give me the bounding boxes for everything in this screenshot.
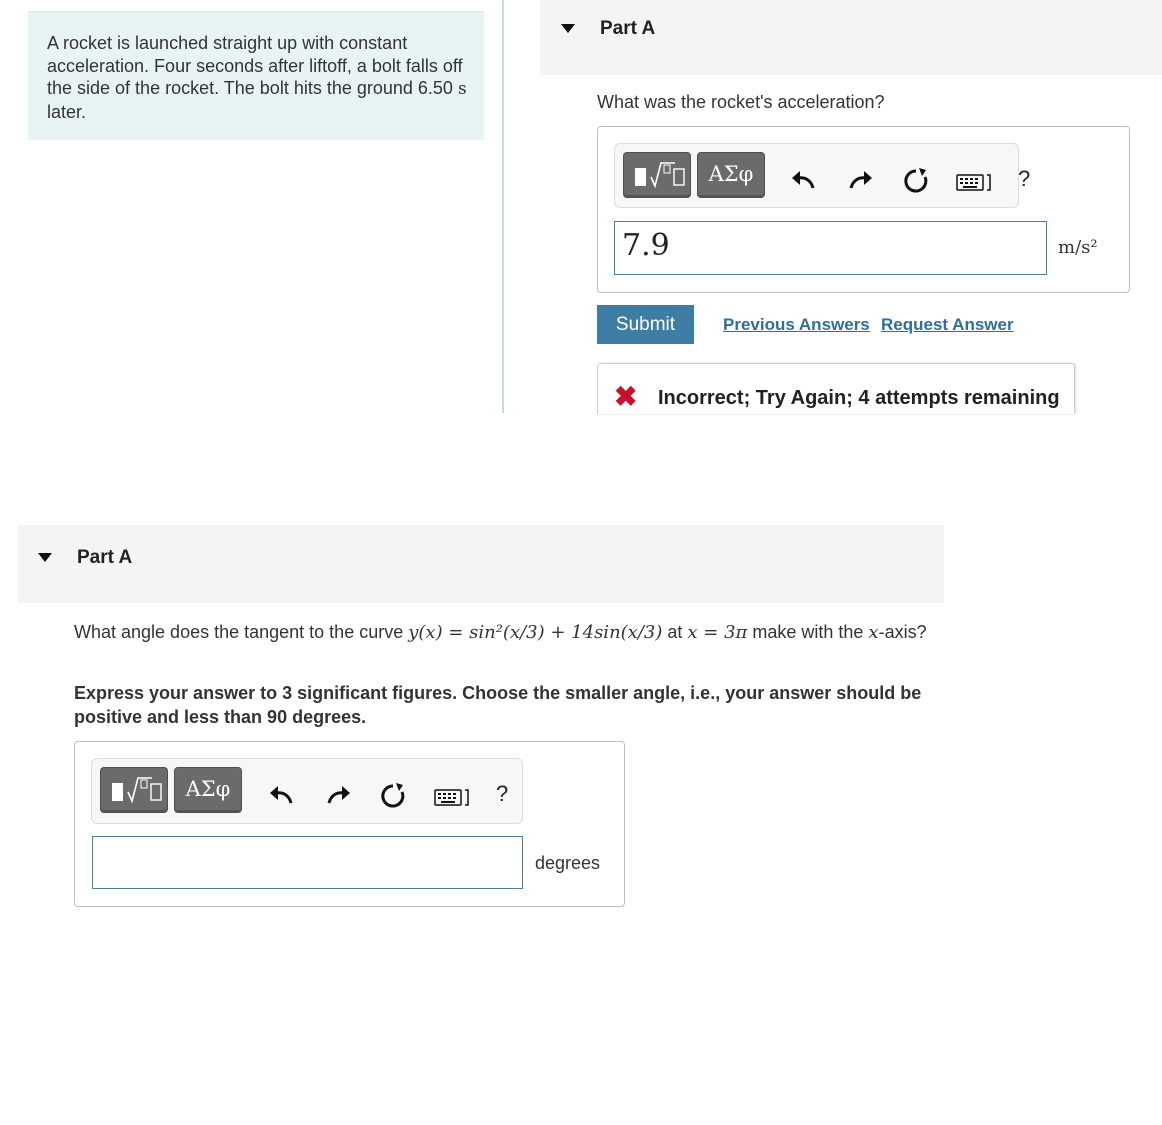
greek-symbols-button[interactable]: ΑΣφ — [697, 152, 765, 198]
answer-input-top[interactable] — [614, 221, 1047, 275]
answer-box-bottom — [74, 741, 625, 907]
x-value: x = 3π — [687, 622, 748, 643]
problem-text: A rocket is launched straight up with constant acceleration. Four seconds after liftoff, a bolt falls off the side of the rocket. The bolt hits the ground 6.50 s later. — [47, 33, 467, 122]
redo-icon[interactable] — [845, 166, 875, 196]
collapse-triangle-icon[interactable] — [561, 24, 575, 33]
part-a-header-bottom[interactable] — [18, 525, 944, 603]
answer-input-bottom[interactable] — [92, 836, 523, 889]
request-answer-link[interactable]: Request Answer — [881, 315, 1014, 334]
incorrect-icon: ✖ — [614, 381, 638, 412]
answer-box-top — [597, 126, 1130, 293]
help-button[interactable]: ? — [496, 781, 509, 806]
templates-button[interactable] — [623, 152, 691, 198]
greek-symbols-button[interactable]: ΑΣφ — [174, 767, 242, 813]
templates-button[interactable] — [100, 767, 168, 813]
question-text-bottom: What angle does the tangent to the curve y(x) = sin²(x/3) + 14sin(x/3) at x = 3π make with the x-axis? — [74, 622, 927, 643]
answer-value: 7.9 — [622, 228, 670, 263]
answer-unit: m/s² — [1058, 237, 1098, 258]
curve-equation: y(x) = sin²(x/3) + 14sin(x/3) — [408, 622, 663, 643]
submit-button[interactable]: Submit — [597, 305, 694, 344]
templates-icon — [101, 768, 167, 812]
math-toolbar — [91, 758, 523, 824]
collapse-triangle-icon[interactable] — [38, 553, 52, 562]
keyboard-icon[interactable] — [433, 783, 471, 813]
templates-icon — [624, 153, 690, 197]
part-a-header-top[interactable] — [540, 0, 1162, 75]
part-title: Part A — [77, 547, 133, 568]
reset-icon[interactable] — [901, 166, 931, 196]
undo-icon[interactable] — [789, 166, 819, 196]
help-button[interactable]: ? — [1018, 166, 1031, 191]
answer-unit: degrees — [535, 853, 601, 873]
column-divider — [502, 0, 504, 413]
reset-icon[interactable] — [378, 781, 408, 811]
undo-icon[interactable] — [267, 781, 297, 811]
question-text: What was the rocket's acceleration? — [597, 92, 885, 112]
redo-icon[interactable] — [323, 781, 353, 811]
keyboard-icon[interactable] — [955, 168, 993, 198]
problem-statement — [28, 11, 484, 140]
part-title: Part A — [600, 18, 656, 39]
feedback-banner — [597, 363, 1075, 414]
instructions: Express your answer to 3 significant figures. Choose the smaller angle, i.e., your answer should be positive and less than 90 degrees. — [74, 683, 922, 727]
previous-answers-link[interactable]: Previous Answers — [723, 315, 870, 334]
feedback-message: Incorrect; Try Again; 4 attempts remaining — [658, 387, 1060, 409]
math-toolbar — [614, 143, 1031, 208]
